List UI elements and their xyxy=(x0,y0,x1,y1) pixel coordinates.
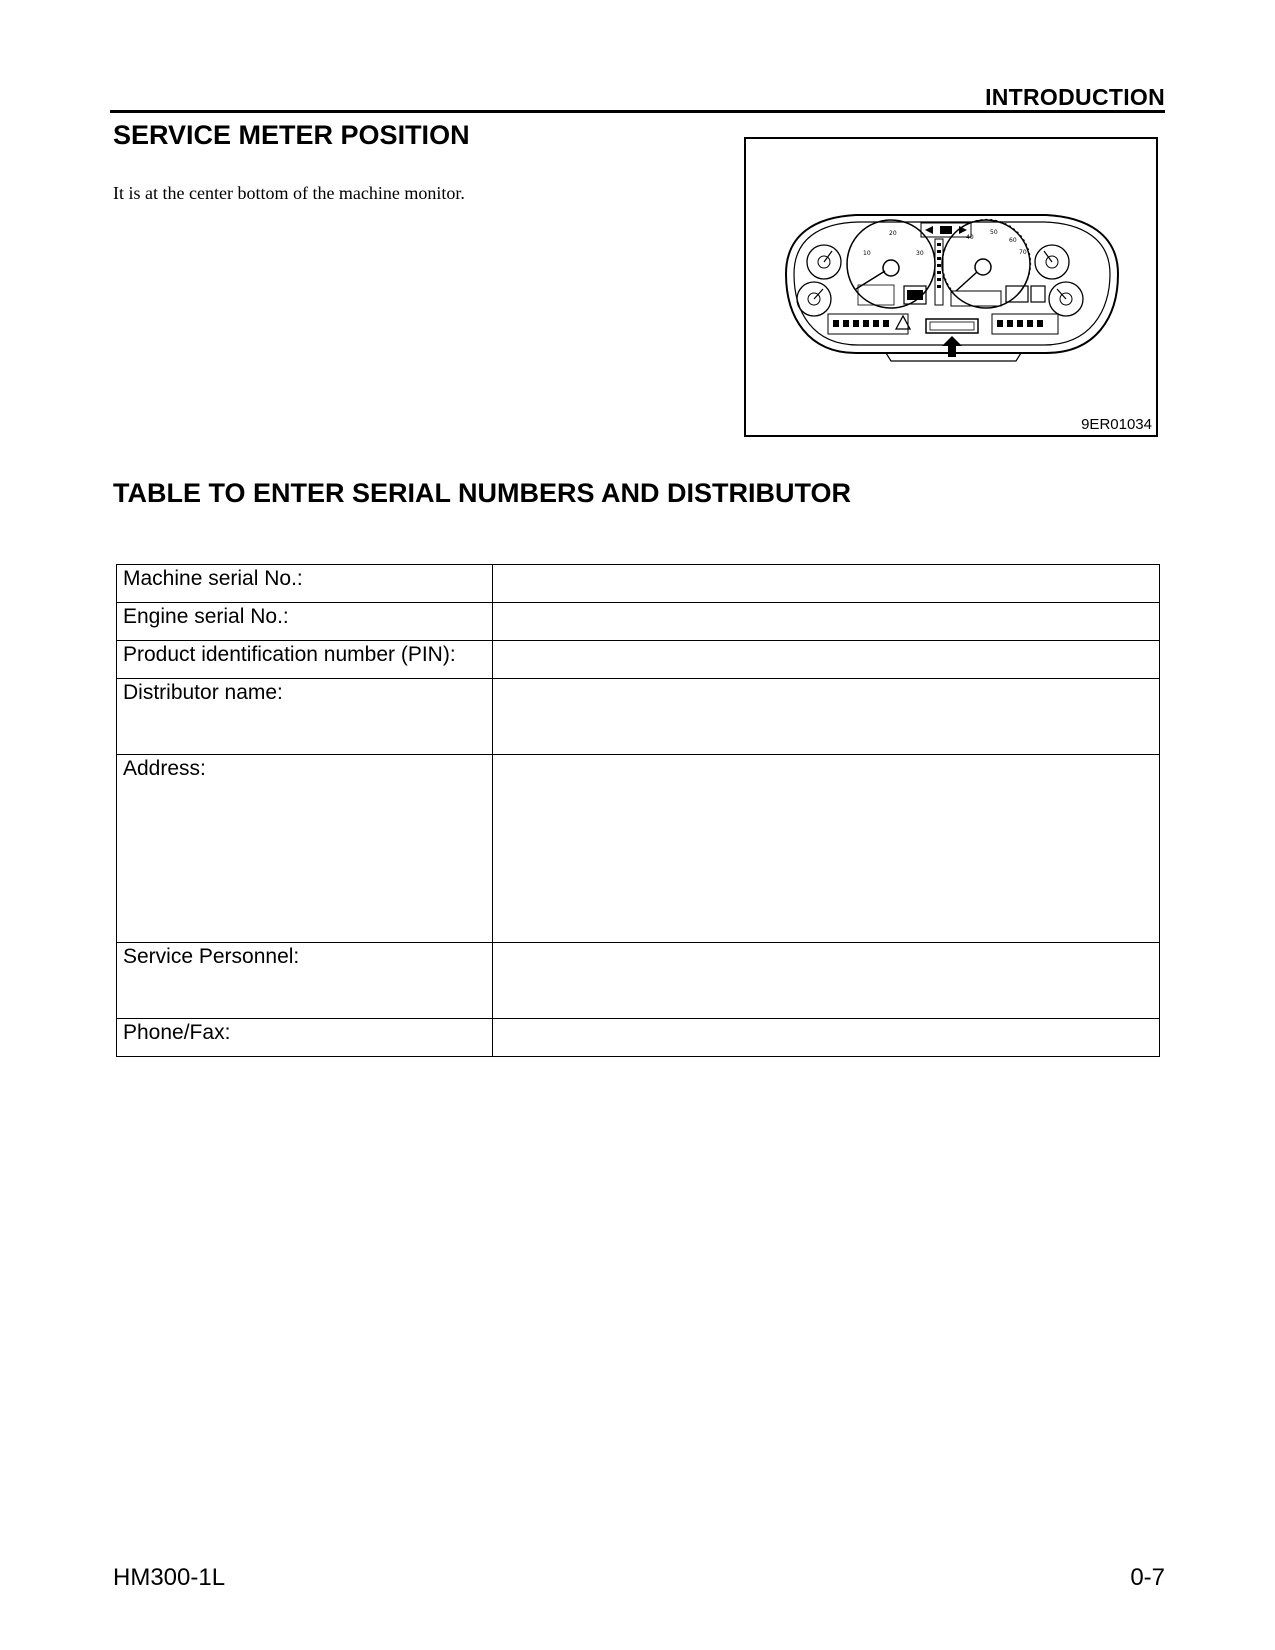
machine-monitor-icon xyxy=(746,139,1156,435)
table-row xyxy=(117,603,1160,641)
footer-model: HM300-1L xyxy=(113,1564,226,1591)
engine-serial-field[interactable] xyxy=(493,603,1160,641)
machine-monitor-figure xyxy=(744,137,1158,437)
pin-field[interactable] xyxy=(493,641,1160,679)
row-label: Distributor name: xyxy=(117,679,493,755)
table-row xyxy=(117,641,1160,679)
header-rule xyxy=(110,110,1165,113)
row-label: Phone/Fax: xyxy=(117,1019,493,1057)
section-title-service-meter: SERVICE METER POSITION xyxy=(113,120,470,150)
gauge-tick-30: 30 xyxy=(916,250,924,257)
section-title-serial-table: TABLE TO ENTER SERIAL NUMBERS AND DISTRIBUTOR xyxy=(113,478,852,508)
distributor-name-field[interactable] xyxy=(493,679,1160,755)
gauge-tick-20: 20 xyxy=(889,230,897,237)
service-meter-description: It is at the center bottom of the machine monitor. xyxy=(113,183,465,203)
gauge-tick-70: 70 xyxy=(1019,249,1027,256)
table-row xyxy=(117,565,1160,603)
row-label: Service Personnel: xyxy=(117,943,493,1019)
gauge-tick-50: 50 xyxy=(990,229,998,236)
figure-code: 9ER01034 xyxy=(1081,416,1152,433)
phone-fax-field[interactable] xyxy=(493,1019,1160,1057)
service-personnel-field[interactable] xyxy=(493,943,1160,1019)
table-row xyxy=(117,679,1160,755)
row-label: Product identification number (PIN): xyxy=(117,641,493,679)
running-header: INTRODUCTION xyxy=(985,84,1165,110)
row-label: Address: xyxy=(117,755,493,943)
address-field[interactable] xyxy=(493,755,1160,943)
gauge-tick-60: 60 xyxy=(1009,237,1017,244)
machine-serial-field[interactable] xyxy=(493,565,1160,603)
table-row xyxy=(117,943,1160,1019)
footer-page-number: 0-7 xyxy=(1130,1564,1165,1591)
serial-number-table xyxy=(116,564,1160,1057)
gauge-tick-40: 40 xyxy=(966,234,974,241)
row-label: Engine serial No.: xyxy=(117,603,493,641)
table-row xyxy=(117,1019,1160,1057)
table-row xyxy=(117,755,1160,943)
gauge-tick-10: 10 xyxy=(863,250,871,257)
row-label: Machine serial No.: xyxy=(117,565,493,603)
